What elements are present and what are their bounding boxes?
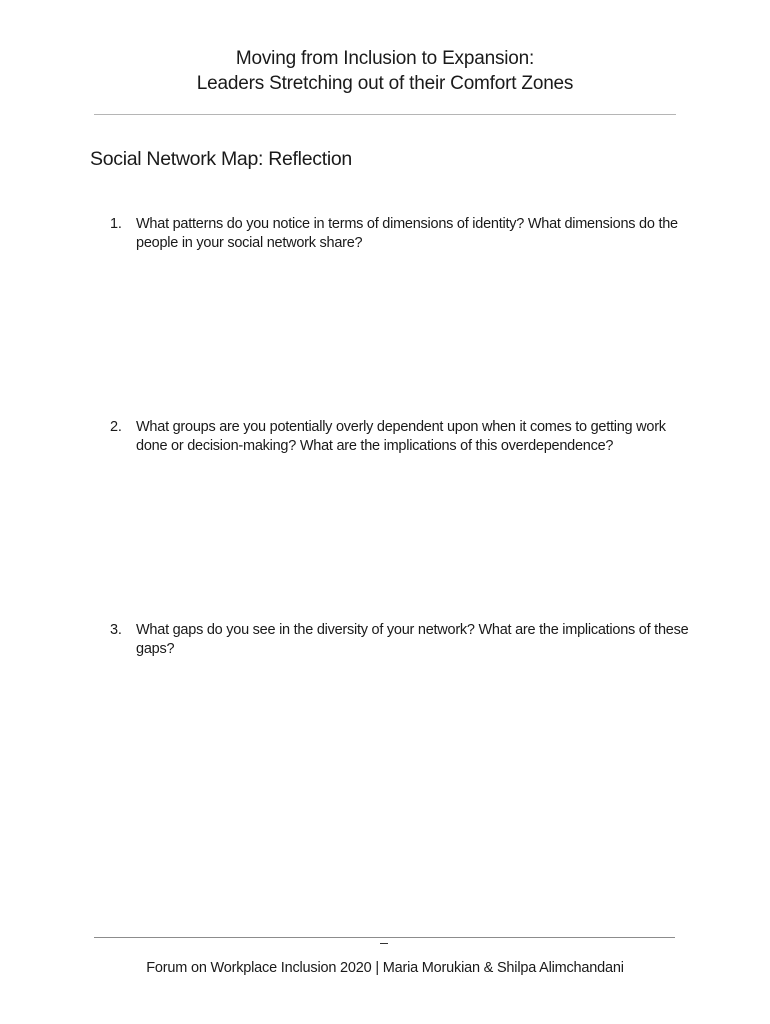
section-title: Social Network Map: Reflection (90, 148, 352, 170)
question-text: What gaps do you see in the diversity of your network? What are the implications of these gaps? (136, 622, 689, 657)
footer-mark (380, 943, 388, 944)
document-header (0, 46, 770, 96)
question-number: 3. (110, 622, 122, 638)
question-number: 1. (110, 216, 122, 232)
footer-divider (94, 937, 675, 938)
header-divider (94, 114, 676, 115)
header-title-line-1: Moving from Inclusion to Expansion: (235, 48, 535, 69)
question-text: What groups are you potentially overly dependent upon when it comes to getting work done or decision-making? What are the implications of this overdependence? (136, 419, 666, 454)
question-item (110, 621, 690, 659)
question-item (110, 418, 690, 456)
question-text: What patterns do you notice in terms of dimensions of identity? What dimensions do the people in your social network share? (136, 216, 678, 251)
question-item (110, 215, 690, 253)
page-footer: Forum on Workplace Inclusion 2020 | Maria Morukian & Shilpa Alimchandani (146, 960, 624, 976)
header-title-line-2: Leaders Stretching out of their Comfort Zones (196, 73, 574, 94)
question-number: 2. (110, 419, 122, 435)
